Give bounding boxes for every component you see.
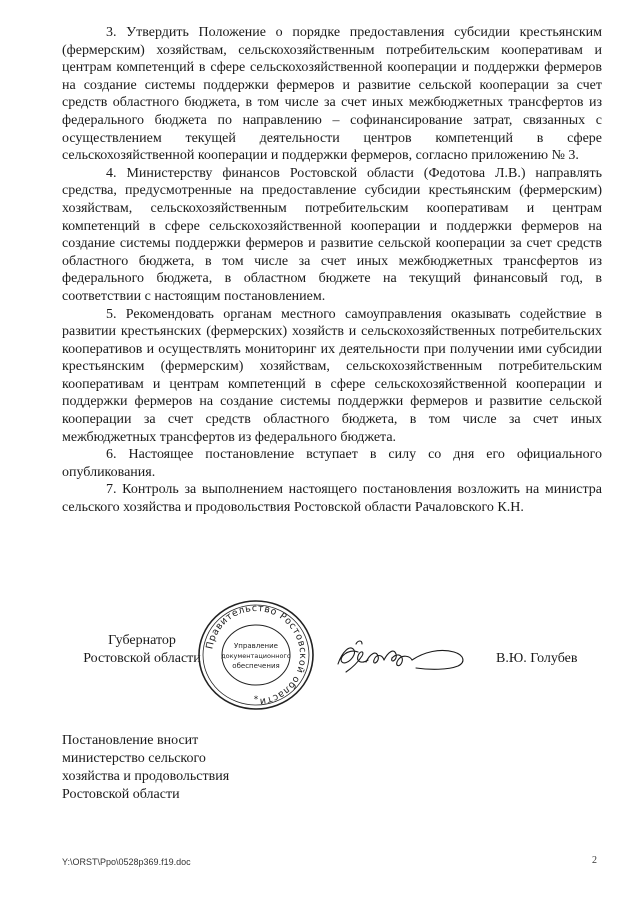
- seal-star-icon: *: [253, 695, 259, 705]
- page-number: 2: [592, 855, 597, 866]
- paragraph-5: 5. Рекомендовать органам местного самоуправления оказывать содействие в развитии крестьянских (фермерских) хозяйств и сельскохозяйственных потребительских кооперативов и осуществлять мониторинг их деятельности при получении ими субсидии крестьянским (фермерским) хозяйствам, сельскохозяйственным потребительским кооперативам и центрам компетенций в сфере сельскохозяйственной кооперации и поддержки фермеров на создание системы поддержки фермеров и развитие сельской кооперации за счет средств областного бюджета, в том числе за счет иных межбюджетных трансфертов из федерального бюджета.: [62, 306, 602, 445]
- document-body: [62, 24, 602, 517]
- submitter-line1: Постановление вносит: [62, 733, 199, 748]
- seal-center-line2: документационного: [221, 652, 291, 660]
- signer-position-line2: Ростовской области: [83, 651, 201, 666]
- paragraph-4: 4. Министерству финансов Ростовской области (Федотова Л.В.) направлять средства, предусмотренные на предоставление субсидии крестьянским (фермерским) хозяйствам, сельскохозяйственным потребительским кооперативам и центрам компетенций в сфере сельскохозяйственной кооперации и поддержки фермеров на создание системы поддержки фермеров и развитие сельской кооперации за счет средств областного бюджета, в том числе за счет иных межбюджетных трансфертов из федерального бюджета, в областном бюджете на текущий финансовый год, в соответствии с настоящим постановлением.: [62, 165, 602, 304]
- signer-name: В.Ю. Голубев: [496, 651, 578, 666]
- seal-ring-text: Правительство Ростовской области: [204, 602, 309, 707]
- footer-file-path: Y:\ORST\Ppo\0528p369.f19.doc: [62, 857, 191, 867]
- handwritten-signature: [332, 634, 472, 678]
- paragraph-7: 7. Контроль за выполнением настоящего постановления возложить на министра сельского хозяйства и продовольствия Ростовской области Рачаловского К.Н.: [62, 482, 602, 516]
- submitter-line3: хозяйства и продовольствия: [62, 769, 230, 784]
- seal-center-line1: Управление: [234, 642, 278, 650]
- paragraph-6: 6. Настоящее постановление вступает в силу со дня его официального опубликования.: [62, 447, 602, 480]
- signer-position-line1: Губернатор: [108, 633, 176, 648]
- signature-block: [0, 596, 640, 716]
- submitter-line2: министерство сельского: [62, 751, 206, 766]
- submitter-line4: Ростовской области: [62, 787, 180, 802]
- seal-center-line3: обеспечения: [232, 662, 280, 670]
- official-seal: [196, 598, 316, 712]
- submitter-note: [62, 732, 322, 804]
- paragraph-3: 3. Утвердить Положение о порядке предоставления субсидии крестьянским (фермерским) хозяйствам, сельскохозяйственным потребительским кооперативам и центрам компетенций в сфере сельскохозяйственной кооперации и поддержки фермеров на создание системы поддержки фермеров и развитие сельской кооперации за счет средств областного бюджета, в том числе за счет иных межбюджетных трансфертов из федерального бюджета по направлению – софинансирование затрат, связанных с осуществлением текущей деятельности центров компетенций в сфере сельскохозяйственной кооперации и поддержки фермеров, согласно приложению № 3.: [62, 25, 602, 164]
